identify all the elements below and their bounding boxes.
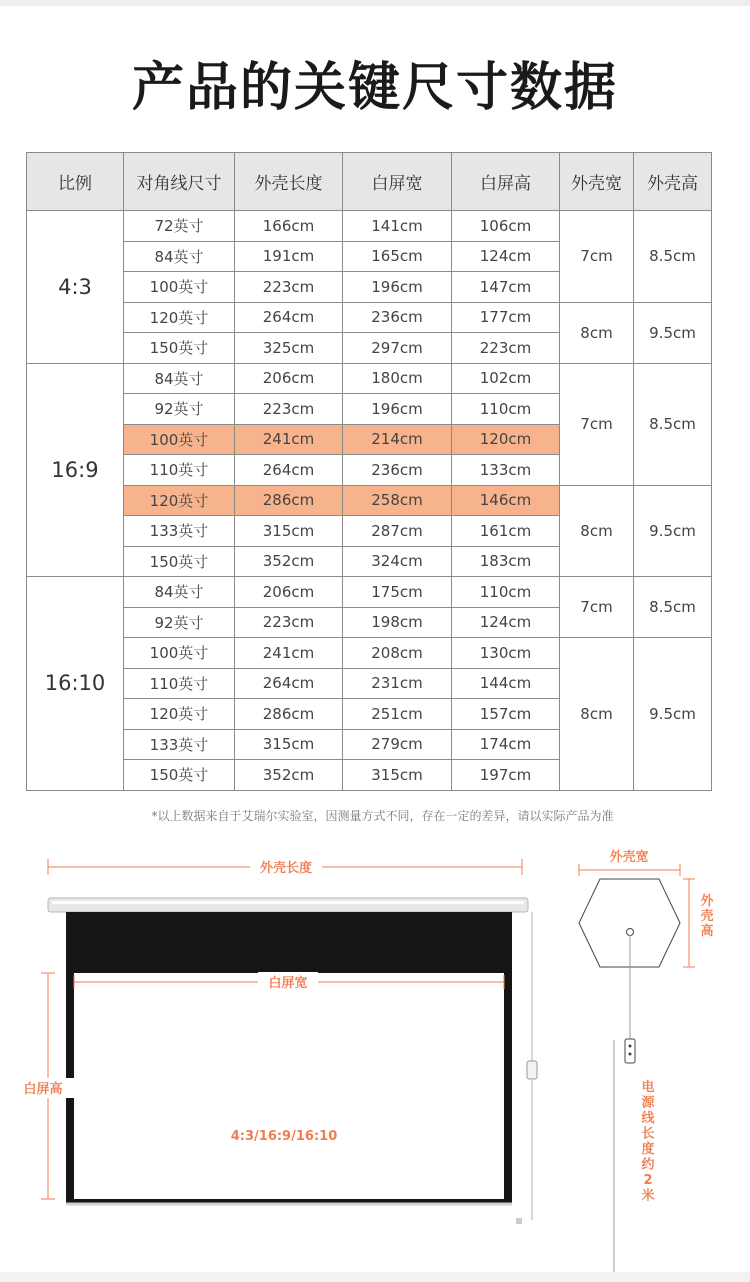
- screen-height-cell: 124cm: [452, 241, 560, 272]
- casing-height-cell: 9.5cm: [634, 302, 712, 363]
- casing-width-cell: 8cm: [560, 485, 634, 577]
- table-header-row: [27, 153, 712, 211]
- diagonal-cell: 133英寸: [124, 729, 235, 760]
- bottom-divider: [0, 1272, 750, 1282]
- casing-length-cell: 315cm: [235, 729, 343, 760]
- screen-height-cell: 133cm: [452, 455, 560, 486]
- screen-width-cell: 258cm: [343, 485, 452, 516]
- casing-width-label: 外壳宽: [609, 850, 649, 865]
- screen-width-cell: 196cm: [343, 272, 452, 303]
- diagonal-cell: 72英寸: [124, 211, 235, 242]
- screen-height-cell: 147cm: [452, 272, 560, 303]
- casing-length-cell: 223cm: [235, 272, 343, 303]
- casing-length-cell: 325cm: [235, 333, 343, 364]
- screen-height-cell: 120cm: [452, 424, 560, 455]
- diagonal-cell: 120英寸: [124, 485, 235, 516]
- casing-length-cell: 286cm: [235, 699, 343, 730]
- diagonal-cell: 110英寸: [124, 455, 235, 486]
- screen-width-cell: 297cm: [343, 333, 452, 364]
- table-row: [27, 302, 712, 333]
- casing-width-cell: 7cm: [560, 211, 634, 303]
- diagonal-cell: 150英寸: [124, 333, 235, 364]
- projector-screen-illustration: [48, 898, 537, 1224]
- header-screen-width: 白屏宽: [343, 153, 452, 211]
- screen-width-cell: 196cm: [343, 394, 452, 425]
- casing-length-label: 外壳长度: [259, 861, 313, 876]
- casing-height-label-1: 外壳高: [700, 894, 714, 939]
- casing-height-cell: 9.5cm: [634, 485, 712, 577]
- casing-length-cell: 264cm: [235, 455, 343, 486]
- screen-width-label: 白屏宽: [268, 976, 308, 991]
- aspect-ratio-label: 4:3/16:9/16:10: [230, 1129, 338, 1144]
- diagonal-cell: 100英寸: [124, 424, 235, 455]
- diagonal-cell: 84英寸: [124, 577, 235, 608]
- casing-cross-section: [579, 847, 714, 1275]
- screen-height-cell: 197cm: [452, 760, 560, 791]
- screen-height-cell: 124cm: [452, 607, 560, 638]
- screen-height-cell: 161cm: [452, 516, 560, 547]
- ratio-cell: 16:10: [27, 577, 124, 791]
- table-body: [27, 211, 712, 791]
- screen-width-cell: 324cm: [343, 546, 452, 577]
- header-casing-width: 外壳宽: [560, 153, 634, 211]
- casing-length-cell: 223cm: [235, 607, 343, 638]
- diagonal-cell: 92英寸: [124, 394, 235, 425]
- casing-length-cell: 241cm: [235, 638, 343, 669]
- ratio-cell: 4:3: [27, 211, 124, 364]
- diagonal-cell: 120英寸: [124, 699, 235, 730]
- page-title: 产品的关键尺寸数据: [131, 58, 618, 118]
- screen-width-cell: 279cm: [343, 729, 452, 760]
- screen-height-label: 白屏高: [23, 1082, 63, 1097]
- casing-length-cell: 315cm: [235, 516, 343, 547]
- dimension-diagram: [0, 835, 750, 1275]
- screen-width-cell: 315cm: [343, 760, 452, 791]
- diagonal-cell: 84英寸: [124, 363, 235, 394]
- screen-width-cell: 208cm: [343, 638, 452, 669]
- screen-width-cell: 141cm: [343, 211, 452, 242]
- diagonal-cell: 92英寸: [124, 607, 235, 638]
- power-cable-length-label: 电源线长度约 2 米: [641, 1080, 655, 1204]
- diagonal-cell: 84英寸: [124, 241, 235, 272]
- screen-width-cell: 236cm: [343, 455, 452, 486]
- screen-width-cell: 287cm: [343, 516, 452, 547]
- casing-length-cell: 241cm: [235, 424, 343, 455]
- screen-height-cell: 102cm: [452, 363, 560, 394]
- screen-width-cell: 251cm: [343, 699, 452, 730]
- casing-height-cell: 8.5cm: [634, 363, 712, 485]
- screen-height-cell: 106cm: [452, 211, 560, 242]
- diagonal-cell: 120英寸: [124, 302, 235, 333]
- casing-width-cell: 8cm: [560, 638, 634, 791]
- diagonal-cell: 150英寸: [124, 760, 235, 791]
- diagonal-cell: 133英寸: [124, 516, 235, 547]
- diagonal-cell: 100英寸: [124, 272, 235, 303]
- screen-width-cell: 165cm: [343, 241, 452, 272]
- casing-height-cell: 9.5cm: [634, 638, 712, 791]
- screen-width-cell: 214cm: [343, 424, 452, 455]
- screen-height-cell: 183cm: [452, 546, 560, 577]
- screen-height-cell: 110cm: [452, 577, 560, 608]
- screen-height-cell: 177cm: [452, 302, 560, 333]
- screen-height-cell: 146cm: [452, 485, 560, 516]
- casing-length-cell: 191cm: [235, 241, 343, 272]
- header-diagonal: 对角线尺寸: [124, 153, 235, 211]
- diagonal-cell: 150英寸: [124, 546, 235, 577]
- casing-length-cell: 352cm: [235, 546, 343, 577]
- screen-width-cell: 231cm: [343, 668, 452, 699]
- screen-height-cell: 144cm: [452, 668, 560, 699]
- casing-length-cell: 206cm: [235, 577, 343, 608]
- casing-width-cell: 8cm: [560, 302, 634, 363]
- casing-height-cell: 8.5cm: [634, 577, 712, 638]
- casing-length-cell: 206cm: [235, 363, 343, 394]
- casing-length-cell: 352cm: [235, 760, 343, 791]
- screen-height-cell: 110cm: [452, 394, 560, 425]
- screen-height-cell: 223cm: [452, 333, 560, 364]
- table-row: [27, 485, 712, 516]
- screen-height-cell: 174cm: [452, 729, 560, 760]
- diagonal-cell: 100英寸: [124, 638, 235, 669]
- ratio-cell: 16:9: [27, 363, 124, 577]
- casing-length-dimension: [48, 857, 522, 877]
- header-ratio: 比例: [27, 153, 124, 211]
- casing-length-cell: 223cm: [235, 394, 343, 425]
- casing-length-cell: 166cm: [235, 211, 343, 242]
- casing-length-cell: 264cm: [235, 302, 343, 333]
- screen-width-cell: 175cm: [343, 577, 452, 608]
- casing-width-cell: 7cm: [560, 577, 634, 638]
- casing-width-cell: 7cm: [560, 363, 634, 485]
- top-divider: [0, 0, 750, 6]
- table-row: [27, 638, 712, 669]
- casing-height-cell: 8.5cm: [634, 211, 712, 303]
- size-spec-table: [26, 152, 712, 791]
- header-casing-length: 外壳长度: [235, 153, 343, 211]
- table-row: [27, 211, 712, 242]
- screen-height-cell: 130cm: [452, 638, 560, 669]
- screen-width-cell: 236cm: [343, 302, 452, 333]
- diagonal-cell: 110英寸: [124, 668, 235, 699]
- header-screen-height: 白屏高: [452, 153, 560, 211]
- header-casing-height: 外壳高: [634, 153, 712, 211]
- disclaimer-note: *以上数据来自于艾瑞尔实验室，因测量方式不同，存在一定的差异，请以实际产品为准: [151, 809, 614, 823]
- screen-width-cell: 180cm: [343, 363, 452, 394]
- casing-length-cell: 286cm: [235, 485, 343, 516]
- table-row: [27, 363, 712, 394]
- screen-height-cell: 157cm: [452, 699, 560, 730]
- casing-length-cell: 264cm: [235, 668, 343, 699]
- table-row: [27, 577, 712, 608]
- screen-width-cell: 198cm: [343, 607, 452, 638]
